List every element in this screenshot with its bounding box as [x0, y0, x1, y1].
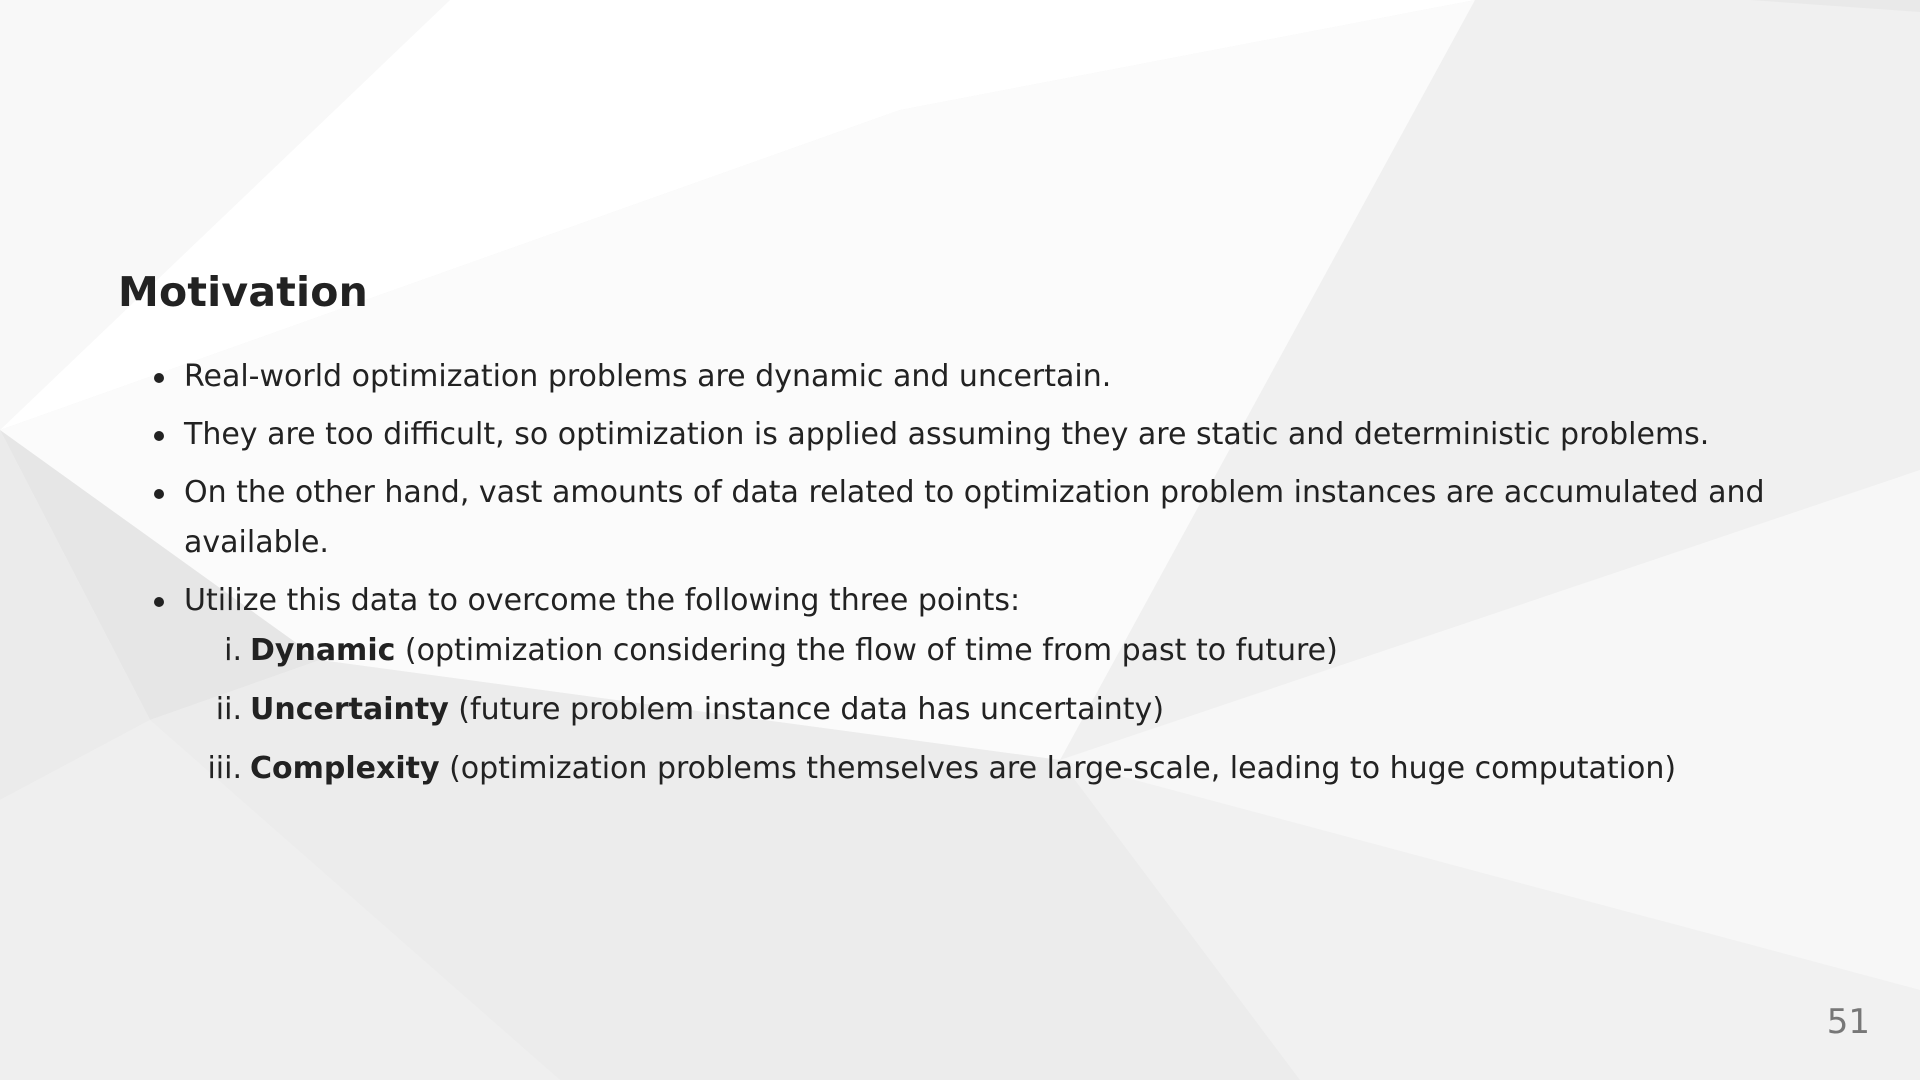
numbered-point [224, 626, 1818, 676]
bullet-item [184, 468, 1818, 568]
point-description: (future problem instance data has uncertainty) [448, 692, 1165, 727]
bullet-item [184, 576, 1818, 794]
numbered-point [215, 685, 1818, 735]
point-term: Uncertainty [250, 692, 449, 727]
point-description: (optimization problems themselves are large-scale, leading to huge computation) [439, 751, 1677, 786]
numbered-point-list [184, 626, 1818, 794]
bullet-item [184, 352, 1818, 402]
bullet-text: Real-world optimization problems are dynamic and uncertain. [184, 359, 1112, 394]
bullet-list [118, 352, 1818, 794]
slide-title: Motivation [118, 268, 369, 316]
roman-numeral-marker: iii. [207, 751, 242, 786]
point-term: Dynamic [250, 633, 396, 668]
bullet-text: On the other hand, vast amounts of data related to optimization problem instances are accumulated and available. [184, 475, 1765, 560]
roman-numeral-marker: i. [224, 633, 242, 668]
slide-content [118, 268, 1818, 803]
bullet-text: Utilize this data to overcome the following three points: [184, 583, 1021, 618]
roman-numeral-marker: ii. [215, 692, 242, 727]
page-number: 51 [1826, 1002, 1870, 1042]
point-term: Complexity [250, 751, 440, 786]
bullet-item [184, 410, 1818, 460]
numbered-point [207, 744, 1818, 794]
point-description: (optimization considering the flow of time from past to future) [395, 633, 1338, 668]
bullet-text: They are too difficult, so optimization is applied assuming they are static and deterministic problems. [184, 417, 1710, 452]
